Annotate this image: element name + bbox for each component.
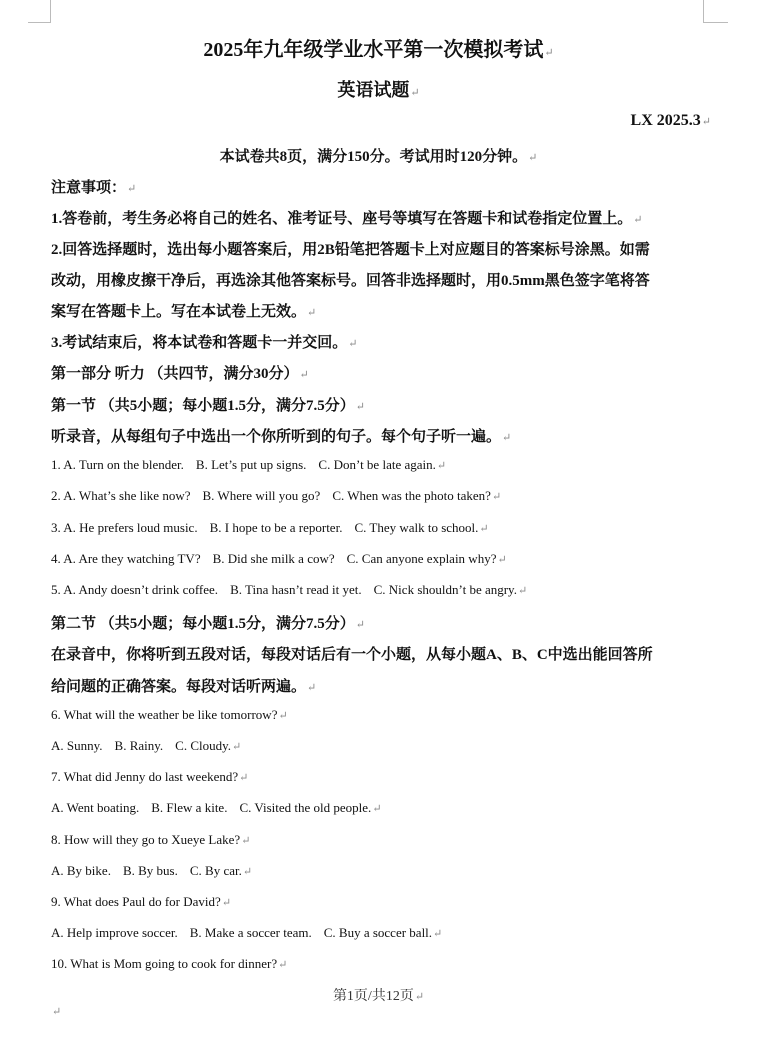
crop-mark-top-right bbox=[703, 0, 728, 23]
question-7: 7. What did Jenny do last weekend?↵ bbox=[51, 769, 249, 784]
page-number: 第1页/共12页↵ bbox=[332, 989, 425, 1004]
exam-subject: 英语试题↵ bbox=[337, 80, 420, 100]
question-10: 10. What is Mom going to cook for dinner?↵ bbox=[51, 956, 288, 971]
section1-heading: 第一节 （共5小题；每小题1.5分，满分7.5分）↵ bbox=[51, 398, 365, 414]
exam-code: LX 2025.3↵ bbox=[630, 112, 711, 129]
notice-item-1: 1.答卷前，考生务必将自己的姓名、准考证号、座号等填写在答题卡和试卷指定位置上。↵ bbox=[51, 211, 643, 227]
question-6-options: A. Sunny. B. Rainy. C. Cloudy.↵ bbox=[51, 738, 242, 753]
question-6: 6. What will the weather be like tomorrow?↵ bbox=[51, 707, 288, 722]
section2-instruction-line-2: 给问题的正确答案。每段对话听两遍。↵ bbox=[51, 679, 317, 695]
section1-instruction: 听录音，从每组句子中选出一个你所听到的句子。每个句子听一遍。↵ bbox=[51, 429, 512, 445]
notice-item-2-line-1: 2.回答选择题时，选出每小题答案后，用2B铅笔把答题卡上对应题目的答案标号涂黑。如需 bbox=[51, 242, 650, 258]
section2-heading: 第二节 （共5小题；每小题1.5分，满分7.5分）↵ bbox=[51, 616, 365, 632]
question-7-options: A. Went boating. B. Flew a kite. C. Visited the old people.↵ bbox=[51, 800, 382, 815]
notice-item-2-line-3: 案写在答题卡上。写在本试卷上无效。↵ bbox=[51, 304, 317, 320]
question-9: 9. What does Paul do for David?↵ bbox=[51, 894, 232, 909]
exam-summary: 本试卷共8页，满分150分。考试用时120分钟。↵ bbox=[219, 149, 538, 165]
notice-heading: 注意事项：↵ bbox=[51, 180, 137, 196]
question-8: 8. How will they go to Xueye Lake?↵ bbox=[51, 832, 251, 847]
notice-item-3: 3.考试结束后，将本试卷和答题卡一并交回。↵ bbox=[51, 335, 358, 351]
section2-instruction-line-1: 在录音中，你将听到五段对话，每段对话后有一个小题，从每小题A、B、C中选出能回答所 bbox=[51, 647, 653, 663]
notice-item-2-line-2: 改动，用橡皮擦干净后，再选涂其他答案标号。回答非选择题时，用0.5mm黑色签字笔将答 bbox=[51, 273, 650, 289]
question-5: 5. A. Andy doesn’t drink coffee. B. Tina hasn’t read it yet. C. Nick shouldn’t be angry.↵ bbox=[51, 582, 528, 597]
end-paragraph-mark: ↵ bbox=[52, 1006, 62, 1018]
question-3: 3. A. He prefers loud music. B. I hope to be a reporter. C. They walk to school.↵ bbox=[51, 520, 489, 535]
question-9-options: A. Help improve soccer. B. Make a soccer team. C. Buy a soccer ball.↵ bbox=[51, 925, 443, 940]
question-4: 4. A. Are they watching TV? B. Did she milk a cow? C. Can anyone explain why?↵ bbox=[51, 551, 507, 566]
crop-mark-top-left bbox=[28, 0, 51, 23]
question-8-options: A. By bike. B. By bus. C. By car.↵ bbox=[51, 863, 253, 878]
question-2: 2. A. What’s she like now? B. Where will you go? C. When was the photo taken?↵ bbox=[51, 488, 502, 503]
exam-title: 2025年九年级学业水平第一次模拟考试↵ bbox=[203, 39, 554, 61]
question-1: 1. A. Turn on the blender. B. Let’s put up signs. C. Don’t be late again.↵ bbox=[51, 457, 447, 472]
part1-heading: 第一部分 听力 （共四节，满分30分）↵ bbox=[51, 366, 309, 382]
